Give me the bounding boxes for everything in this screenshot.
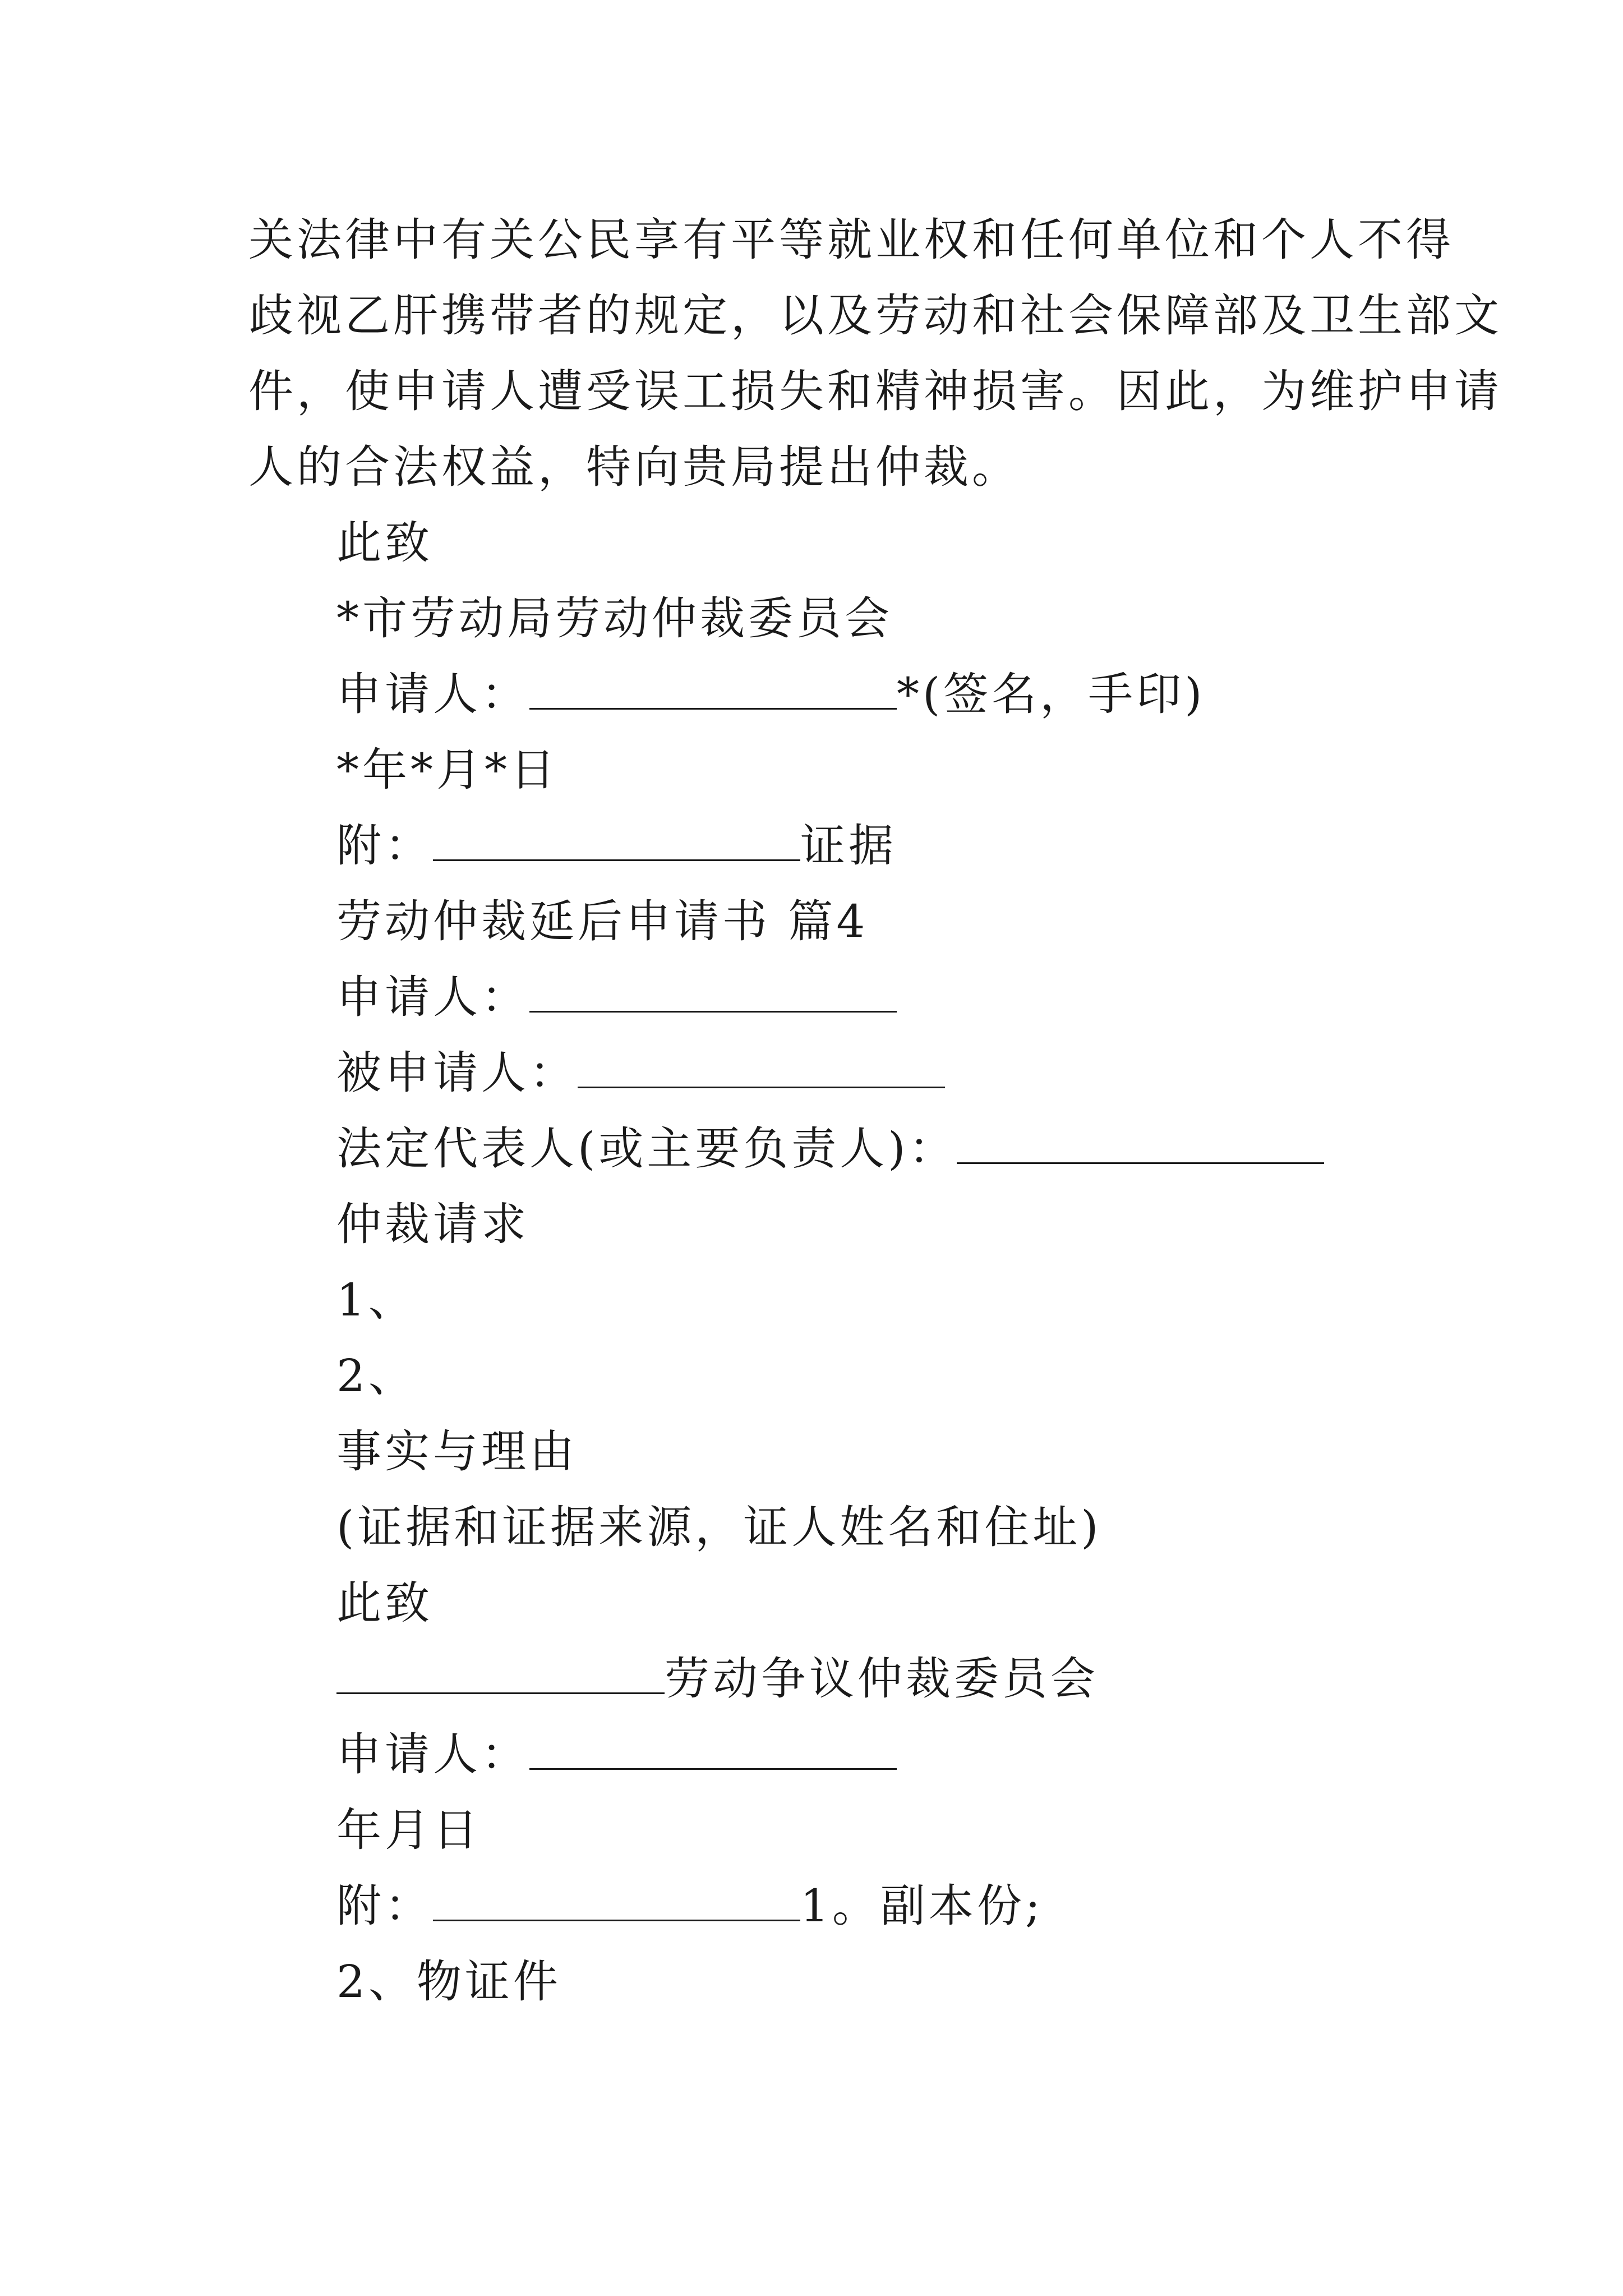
attachment-blank-2 <box>433 1879 800 1921</box>
paragraph-line-1: 关法律中有关公民享有平等就业权和任何单位和个人不得 <box>248 214 1454 266</box>
attachment-label: 附： <box>336 820 433 872</box>
paragraph-line-2: 歧视乙肝携带者的规定，以及劳动和社会保障部及卫生部文 <box>248 289 1502 342</box>
committee-line <box>336 1651 1099 1707</box>
applicant2-blank <box>529 1728 897 1770</box>
respondent-blank <box>578 1046 945 1088</box>
date-line-2: 年月日 <box>336 1804 481 1856</box>
claim-1: 1、 <box>336 1274 417 1326</box>
applicant-label: 申请人： <box>336 971 529 1023</box>
attachment-line <box>336 818 897 874</box>
applicant-blank <box>529 970 897 1013</box>
applicant-line <box>336 969 897 1025</box>
attachment-blank <box>433 819 800 861</box>
respondent-label: 被申请人： <box>336 1047 578 1099</box>
applicant-blank <box>529 668 897 710</box>
applicant-signature-line <box>336 666 1205 723</box>
committee-blank <box>336 1652 665 1694</box>
salutation: 此致 <box>336 517 433 569</box>
paragraph-line-3: 件，使申请人遭受误工损失和精神损害。因此，为维护申请 <box>248 365 1502 417</box>
applicant-label: 申请人： <box>336 668 529 720</box>
applicant2-label: 申请人： <box>336 1728 529 1780</box>
facts-heading: 事实与理由 <box>336 1425 578 1478</box>
legal-rep-blank <box>957 1122 1324 1164</box>
signature-note: *(签名，手印) <box>897 668 1206 720</box>
attachment-suffix: 证据 <box>800 820 897 872</box>
claims-heading: 仲裁请求 <box>336 1198 529 1250</box>
legal-rep-label: 法定代表人(或主要负责人)： <box>336 1122 957 1175</box>
claim-2: 2、 <box>336 1350 417 1402</box>
facts-note: (证据和证据来源，证人姓名和住址) <box>336 1501 1102 1553</box>
date-line: *年*月*日 <box>336 744 559 796</box>
attachment-label-2: 附： <box>336 1880 433 1932</box>
respondent-line <box>336 1045 945 1101</box>
attachment-item-2: 2、物证件 <box>336 1955 561 2008</box>
committee-suffix: 劳动争议仲裁委员会 <box>665 1653 1099 1705</box>
section-heading: 劳动仲裁延后申请书 篇4 <box>336 895 869 947</box>
attachment-item-1: 1。副本份; <box>800 1880 1044 1932</box>
applicant2-line <box>336 1727 897 1783</box>
salutation-2: 此致 <box>336 1577 433 1629</box>
attachment-line-2 <box>336 1878 1044 1934</box>
recipient: *市劳动局劳动仲裁委员会 <box>336 592 893 645</box>
paragraph-line-4: 人的合法权益，特向贵局提出仲裁。 <box>248 441 1020 493</box>
legal-rep-line <box>336 1121 1324 1177</box>
